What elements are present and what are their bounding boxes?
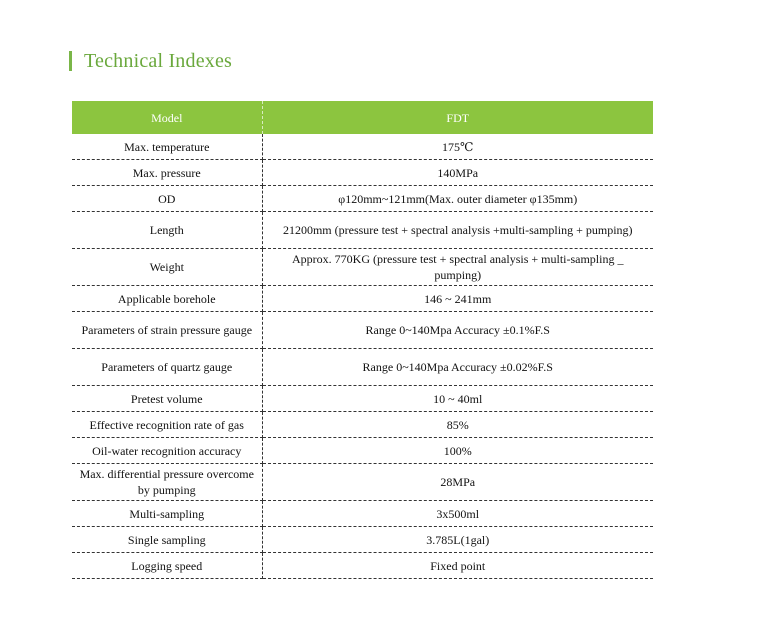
row-label: Multi-sampling: [72, 501, 262, 527]
row-value: 175℃: [262, 134, 653, 160]
table-row: [72, 464, 653, 501]
row-value: 3x500ml: [262, 501, 653, 527]
row-label: Pretest volume: [72, 386, 262, 412]
table-row: [72, 134, 653, 160]
row-label: Max. differential pressure overcome by pumping: [72, 464, 262, 501]
section-heading: [69, 50, 232, 72]
table-row: [72, 349, 653, 386]
row-label: Oil-water recognition accuracy: [72, 438, 262, 464]
row-label: Weight: [72, 249, 262, 286]
row-value: Fixed point: [262, 553, 653, 579]
table-row: [72, 438, 653, 464]
table-row: [72, 160, 653, 186]
row-label: Single sampling: [72, 527, 262, 553]
row-label: Effective recognition rate of gas: [72, 412, 262, 438]
row-value: 100%: [262, 438, 653, 464]
row-label: Max. temperature: [72, 134, 262, 160]
table-row: [72, 186, 653, 212]
row-label: Applicable borehole: [72, 286, 262, 312]
row-label: Parameters of strain pressure gauge: [72, 312, 262, 349]
table-header-row: [72, 101, 653, 134]
row-label: Max. pressure: [72, 160, 262, 186]
row-value: 28MPa: [262, 464, 653, 501]
table-row: [72, 386, 653, 412]
table-row: [72, 553, 653, 579]
column-header-model: Model: [72, 101, 262, 134]
row-value: 146 ~ 241mm: [262, 286, 653, 312]
table-row: [72, 312, 653, 349]
table-row: [72, 249, 653, 286]
row-value: Range 0~140Mpa Accuracy ±0.02%F.S: [262, 349, 653, 386]
heading-accent-bar: [69, 51, 72, 71]
row-value: 85%: [262, 412, 653, 438]
row-label: Length: [72, 212, 262, 249]
row-value: Approx. 770KG (pressure test + spectral analysis + multi-sampling _ pumping): [262, 249, 653, 286]
row-value: 10 ~ 40ml: [262, 386, 653, 412]
spec-table: [72, 101, 653, 579]
row-label: Logging speed: [72, 553, 262, 579]
row-value: φ120mm~121mm(Max. outer diameter φ135mm): [262, 186, 653, 212]
row-value: 140MPa: [262, 160, 653, 186]
table-row: [72, 527, 653, 553]
row-value: 3.785L(1gal): [262, 527, 653, 553]
row-label: Parameters of quartz gauge: [72, 349, 262, 386]
column-header-fdt: FDT: [262, 101, 653, 134]
table-row: [72, 501, 653, 527]
table-row: [72, 286, 653, 312]
row-label: OD: [72, 186, 262, 212]
row-value: 21200mm (pressure test + spectral analysis +multi-sampling + pumping): [262, 212, 653, 249]
table-row: [72, 212, 653, 249]
page-title: Technical Indexes: [84, 49, 233, 72]
row-value: Range 0~140Mpa Accuracy ±0.1%F.S: [262, 312, 653, 349]
table-row: [72, 412, 653, 438]
